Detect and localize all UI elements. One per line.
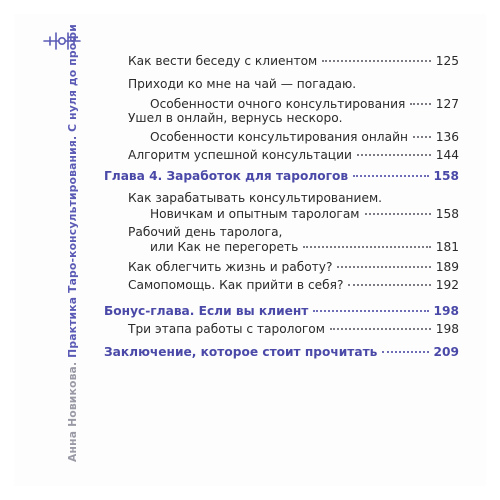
toc-entry-title: Как зарабатывать консультированием.	[128, 191, 383, 205]
toc-chapter	[104, 344, 459, 360]
toc-entry-page: 125	[435, 54, 459, 68]
toc-leader-dots	[365, 213, 431, 215]
toc-chapter	[104, 303, 459, 319]
toc-entry-title: Как вести беседу с клиентом	[128, 54, 318, 68]
toc-leader-dots	[410, 103, 430, 105]
toc-chapter-title: Заключение, которое стоит прочитать	[104, 345, 378, 359]
toc-entry-title: Рабочий день таролога,	[128, 225, 283, 239]
toc-entry	[128, 190, 382, 206]
toc-leader-dots	[353, 175, 428, 177]
toc-chapter-page: 198	[433, 304, 459, 318]
toc-leader-dots	[413, 136, 431, 138]
toc-entry-title: Новичкам и опытным тарологам	[150, 207, 360, 221]
toc-leader-dots	[322, 60, 431, 62]
toc-entry	[150, 206, 459, 222]
toc-entry	[128, 76, 356, 92]
toc-entry	[128, 53, 459, 69]
toc-entry-title: Особенности очного консультирования	[150, 97, 406, 111]
toc-leader-dots	[303, 246, 430, 248]
spine-author: Анна Новикова.	[66, 361, 79, 462]
toc-entry-page: 136	[435, 130, 459, 144]
toc-entry-page: 198	[435, 322, 459, 336]
toc-entry	[128, 110, 343, 126]
toc-entry-title: Самопомощь. Как прийти в себя?	[128, 278, 344, 292]
toc-chapter	[104, 168, 459, 184]
toc-entry-page: 181	[435, 240, 459, 254]
toc-leader-dots	[348, 284, 430, 286]
toc-chapter-page: 209	[433, 345, 459, 359]
toc-entry-title: Особенности консультирования онлайн	[150, 130, 408, 144]
toc-chapter-title: Бонус-глава. Если вы клиент	[104, 304, 309, 318]
toc-entry-title: Три этапа работы с тарологом	[128, 322, 325, 336]
toc-entry	[128, 147, 459, 163]
toc-entry-page: 127	[435, 97, 459, 111]
toc-entry-page: 189	[435, 260, 459, 274]
toc-chapter-title: Глава 4. Заработок для тарологов	[104, 169, 349, 183]
toc-entry-page: 192	[435, 278, 459, 292]
toc-entry-title: Приходи ко мне на чай — погадаю.	[128, 77, 357, 91]
toc-leader-dots	[382, 351, 428, 353]
toc-entry-title: или Как не перегореть	[150, 240, 299, 254]
toc-leader-dots	[313, 310, 428, 312]
toc-entry-page: 158	[435, 207, 459, 221]
toc-entry-title: Как облегчить жизнь и работу?	[128, 260, 333, 274]
toc-entry	[150, 129, 459, 145]
spine-title: Практика Таро-консультирования. С нуля до профи	[66, 24, 79, 358]
toc-entry	[128, 259, 459, 275]
toc-entry-title: Ушел в онлайн, вернусь нескоро.	[128, 111, 343, 125]
toc-entry	[128, 224, 282, 240]
toc-leader-dots	[330, 328, 431, 330]
toc-entry	[128, 321, 459, 337]
toc-entry-title: Алгоритм успешной консультации	[128, 148, 352, 162]
toc-entry	[128, 277, 459, 293]
toc-chapter-page: 158	[433, 169, 459, 183]
toc-leader-dots	[337, 266, 430, 268]
toc-entry	[150, 239, 459, 255]
toc-leader-dots	[357, 154, 431, 156]
toc-entry-page: 144	[435, 148, 459, 162]
